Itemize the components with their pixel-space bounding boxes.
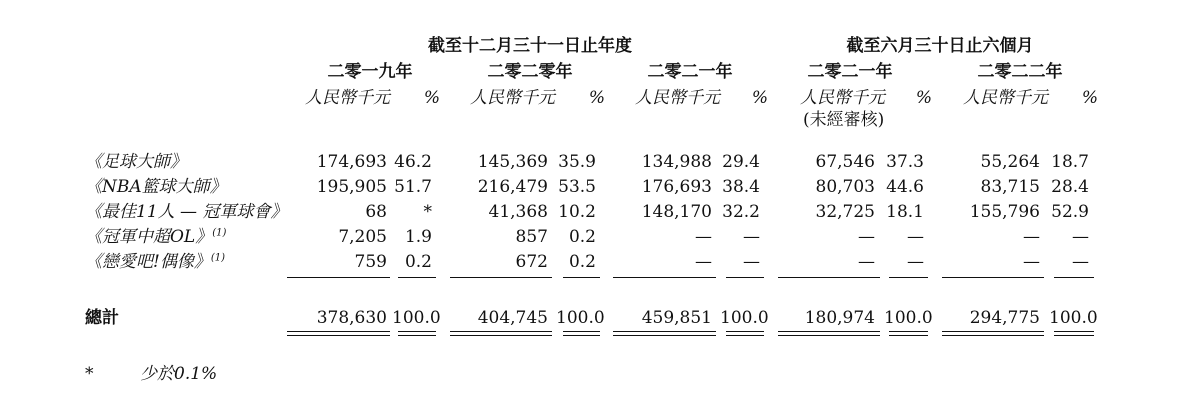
table-cell: 68 bbox=[365, 202, 387, 222]
table-cell: 51.7 bbox=[394, 177, 432, 197]
table-cell: 28.4 bbox=[1051, 177, 1089, 197]
table-cell: 759 bbox=[354, 252, 387, 272]
subtotal-rule bbox=[778, 277, 880, 278]
table-cell: 29.4 bbox=[722, 152, 760, 172]
total-label: 總計 bbox=[85, 308, 119, 328]
table-cell: — bbox=[858, 252, 875, 272]
table-cell: 134,988 bbox=[641, 152, 712, 172]
row-label bbox=[85, 202, 287, 222]
table-cell: 0.2 bbox=[568, 227, 596, 247]
table-cell: 7,205 bbox=[338, 227, 387, 247]
table-cell: 155,796 bbox=[969, 202, 1040, 222]
year-header-h2021: 二零二一年 bbox=[807, 62, 893, 82]
table-cell: 80,703 bbox=[815, 177, 875, 197]
table-cell: 18.1 bbox=[886, 202, 924, 222]
unit-rmb-h2022: 人民幣千元 bbox=[963, 88, 1048, 108]
unit-rmb-2020: 人民幣千元 bbox=[470, 88, 555, 108]
total-double-rule bbox=[942, 335, 1044, 336]
table-cell: 38.4 bbox=[722, 177, 760, 197]
row-label-text: 《NBA籃球大師》 bbox=[85, 177, 227, 197]
unit-pct-2020: % bbox=[588, 88, 605, 108]
table-cell: 53.5 bbox=[558, 177, 596, 197]
table-cell: 0.2 bbox=[404, 252, 432, 272]
year-header-2019: 二零一九年 bbox=[327, 62, 413, 82]
unit-pct-2019: % bbox=[423, 88, 440, 108]
total-cell: 100.0 bbox=[1049, 308, 1098, 328]
table-cell: 857 bbox=[515, 227, 548, 247]
total-double-rule bbox=[287, 331, 390, 332]
table-cell: — bbox=[695, 227, 712, 247]
total-cell: 100.0 bbox=[556, 308, 605, 328]
total-double-rule bbox=[726, 331, 764, 332]
table-cell: 148,170 bbox=[641, 202, 712, 222]
row-label-text: 《冠軍中超OL》 bbox=[85, 227, 213, 247]
table-cell: 0.2 bbox=[568, 252, 596, 272]
total-cell: 100.0 bbox=[884, 308, 933, 328]
table-cell: — bbox=[907, 252, 924, 272]
total-double-rule bbox=[450, 331, 552, 332]
subtotal-rule bbox=[726, 277, 764, 278]
subtotal-rule bbox=[613, 277, 716, 278]
row-label bbox=[85, 252, 225, 272]
table-cell: 18.7 bbox=[1051, 152, 1089, 172]
subtotal-rule bbox=[889, 277, 928, 278]
row-label bbox=[85, 227, 226, 247]
table-cell: — bbox=[1023, 227, 1040, 247]
subtotal-rule bbox=[287, 277, 390, 278]
total-double-rule bbox=[563, 335, 600, 336]
table-cell: — bbox=[1072, 227, 1089, 247]
total-double-rule bbox=[778, 335, 880, 336]
total-double-rule bbox=[613, 335, 716, 336]
table-cell: 83,715 bbox=[980, 177, 1040, 197]
unit-pct-2021: % bbox=[751, 88, 768, 108]
unit-pct-h2022: % bbox=[1081, 88, 1098, 108]
row-label bbox=[85, 177, 227, 197]
table-cell: 216,479 bbox=[477, 177, 548, 197]
table-cell: — bbox=[1023, 252, 1040, 272]
table-cell: — bbox=[907, 227, 924, 247]
footnote-mark: * bbox=[85, 364, 94, 384]
table-cell: 32.2 bbox=[722, 202, 760, 222]
total-double-rule bbox=[1054, 331, 1094, 332]
table-cell: 46.2 bbox=[394, 152, 432, 172]
unit-pct-h2021: % bbox=[915, 88, 932, 108]
total-cell: 180,974 bbox=[804, 308, 875, 328]
total-double-rule bbox=[398, 335, 436, 336]
row-label-text: 《戀愛吧!偶像》 bbox=[85, 252, 211, 272]
unaudited-note: (未經審核) bbox=[803, 110, 885, 130]
total-double-rule bbox=[726, 335, 764, 336]
total-double-rule bbox=[778, 331, 880, 332]
unit-rmb-2019: 人民幣千元 bbox=[305, 88, 390, 108]
footnote-text: 少於0.1% bbox=[140, 364, 218, 384]
row-label-text: 《最佳11人 — 冠軍球會》 bbox=[85, 202, 288, 222]
year-header-h2022: 二零二二年 bbox=[977, 62, 1063, 82]
table-cell: * bbox=[423, 202, 432, 222]
table-cell: 55,264 bbox=[980, 152, 1040, 172]
unit-rmb-h2021: 人民幣千元 bbox=[800, 88, 885, 108]
table-cell: 32,725 bbox=[815, 202, 875, 222]
total-cell: 100.0 bbox=[720, 308, 769, 328]
total-cell: 294,775 bbox=[969, 308, 1040, 328]
subtotal-rule bbox=[450, 277, 552, 278]
total-cell: 459,851 bbox=[641, 308, 712, 328]
subtotal-rule bbox=[942, 277, 1044, 278]
row-label bbox=[85, 152, 187, 172]
header-halfyear-group: 截至六月三十日止六個月 bbox=[846, 36, 1034, 56]
table-cell: 145,369 bbox=[477, 152, 548, 172]
year-header-2021: 二零二一年 bbox=[647, 62, 733, 82]
table-cell: — bbox=[743, 227, 760, 247]
total-cell: 378,630 bbox=[316, 308, 387, 328]
year-header-2020: 二零二零年 bbox=[487, 62, 573, 82]
total-double-rule bbox=[450, 335, 552, 336]
table-cell: — bbox=[695, 252, 712, 272]
table-cell: 44.6 bbox=[886, 177, 924, 197]
total-double-rule bbox=[287, 335, 390, 336]
table-cell: 37.3 bbox=[886, 152, 924, 172]
table-cell: 176,693 bbox=[641, 177, 712, 197]
table-cell: 10.2 bbox=[558, 202, 596, 222]
table-cell: — bbox=[743, 252, 760, 272]
total-double-rule bbox=[563, 331, 600, 332]
total-double-rule bbox=[942, 331, 1044, 332]
total-double-rule bbox=[613, 331, 716, 332]
header-year-group: 截至十二月三十一日止年度 bbox=[428, 36, 632, 56]
table-cell: 52.9 bbox=[1051, 202, 1089, 222]
table-cell: 174,693 bbox=[316, 152, 387, 172]
table-cell: — bbox=[858, 227, 875, 247]
total-double-rule bbox=[1054, 335, 1094, 336]
table-cell: 195,905 bbox=[316, 177, 387, 197]
table-cell: 1.9 bbox=[404, 227, 432, 247]
unit-rmb-2021: 人民幣千元 bbox=[635, 88, 720, 108]
total-cell: 100.0 bbox=[392, 308, 441, 328]
table-cell: 67,546 bbox=[815, 152, 875, 172]
total-double-rule bbox=[398, 331, 436, 332]
subtotal-rule bbox=[1054, 277, 1094, 278]
row-footnote-ref: (1) bbox=[210, 252, 226, 264]
row-footnote-ref: (1) bbox=[212, 227, 227, 239]
subtotal-rule bbox=[563, 277, 600, 278]
table-cell: 672 bbox=[515, 252, 548, 272]
total-cell: 404,745 bbox=[477, 308, 548, 328]
total-double-rule bbox=[889, 331, 928, 332]
total-double-rule bbox=[889, 335, 928, 336]
table-cell: 35.9 bbox=[558, 152, 596, 172]
table-cell: — bbox=[1072, 252, 1089, 272]
row-label-text: 《足球大師》 bbox=[85, 152, 187, 172]
subtotal-rule bbox=[398, 277, 436, 278]
table-cell: 41,368 bbox=[488, 202, 548, 222]
